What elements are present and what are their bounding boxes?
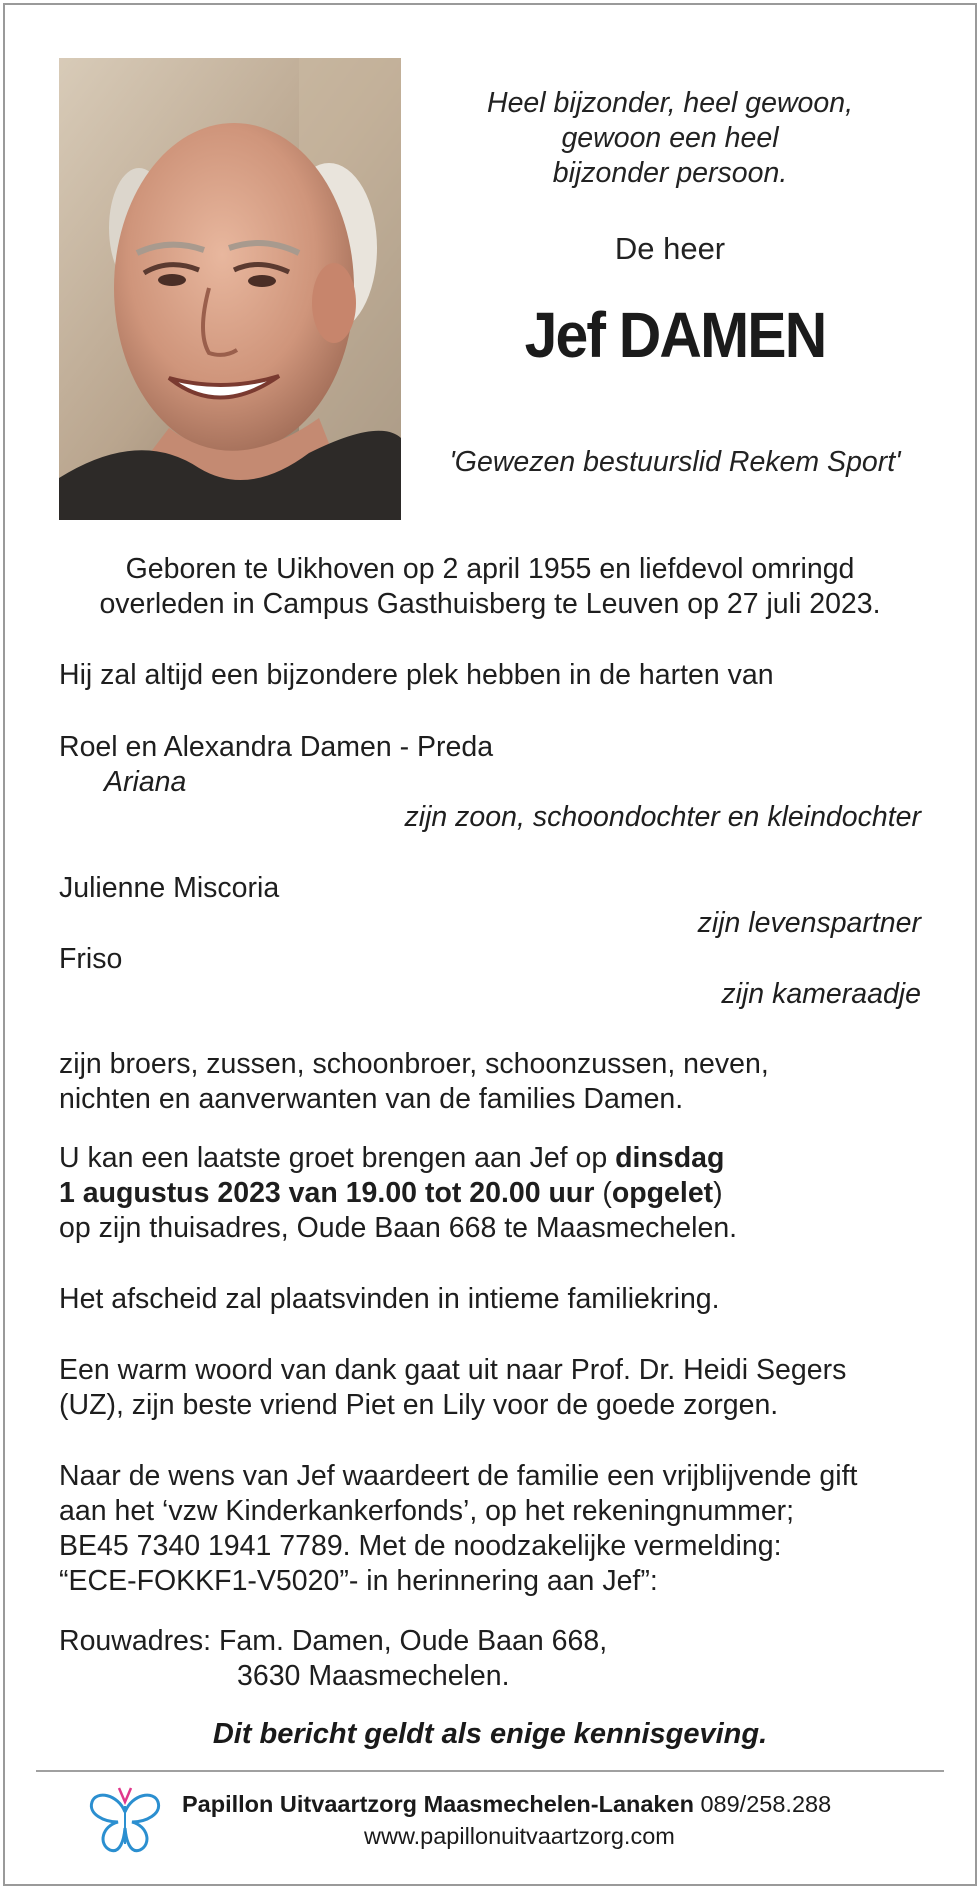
- motto-line: bijzonder persoon.: [552, 157, 788, 189]
- thanks-text: [59, 1353, 846, 1423]
- visit-datetime: 1 augustus 2023 van 19.00 tot 20.00 uur: [59, 1177, 595, 1209]
- visit-paren-open: (: [594, 1177, 612, 1209]
- footer-divider: [36, 1770, 944, 1772]
- motto-line: gewoon een heel: [561, 122, 779, 154]
- gift-line: BE45 7340 1941 7789. Met de noodzakelijke vermelding:: [59, 1530, 782, 1562]
- gift-line: “ECE-FOKKF1-V5020”- in herinnering aan Jef”:: [59, 1565, 658, 1597]
- portrait-photo: [59, 58, 401, 520]
- birth-death-info: [0, 552, 980, 622]
- visit-pre: U kan een laatste groet brengen aan Jef op: [59, 1142, 616, 1174]
- family-others-line: zijn broers, zussen, schoonbroer, schoonzussen, neven,: [59, 1048, 769, 1080]
- deceased-name: Jef DAMEN: [524, 299, 826, 371]
- funeral-home: [182, 1791, 831, 1818]
- gift-line: Naar de wens van Jef waardeert de familie een vrijblijvende gift: [59, 1460, 858, 1492]
- mourning-address-line2: 3630 Maasmechelen.: [237, 1660, 510, 1692]
- visit-info: [59, 1141, 737, 1246]
- final-notice: Dit bericht geldt als enige kennisgeving.: [212, 1718, 768, 1750]
- family-son: Roel en Alexandra Damen - Preda: [59, 731, 494, 763]
- funeral-home-website[interactable]: www.papillonuitvaartzorg.com: [364, 1823, 675, 1849]
- motto: [430, 86, 910, 191]
- family-others: [59, 1047, 769, 1117]
- motto-line: Heel bijzonder, heel gewoon,: [486, 87, 853, 119]
- butterfly-logo-icon: [88, 1784, 162, 1858]
- mourning-address-line1: Rouwadres: Fam. Damen, Oude Baan 668,: [59, 1625, 608, 1657]
- birth-line: Geboren te Uikhoven op 2 april 1955 en liefdevol omringd: [125, 553, 855, 585]
- family-partner: Julienne Miscoria: [59, 872, 280, 904]
- visit-note: opgelet: [611, 1177, 714, 1209]
- visit-line-1: [59, 1141, 737, 1176]
- family-grandchild: Ariana: [104, 766, 187, 798]
- portrait-image: [59, 58, 401, 520]
- farewell-text: Het afscheid zal plaatsvinden in intieme familiekring.: [59, 1283, 720, 1315]
- death-line: overleden in Campus Gasthuisberg te Leuven op 27 juli 2023.: [99, 588, 881, 620]
- visit-line-2: [59, 1176, 737, 1211]
- family-partner-relation: zijn levenspartner: [697, 907, 921, 939]
- visit-paren-close: ): [713, 1177, 723, 1209]
- funeral-home-name: Papillon Uitvaartzorg Maasmechelen-Lanaken: [182, 1791, 694, 1817]
- gift-line: aan het ‘vzw Kinderkankerfonds’, op het rekeningnummer;: [59, 1495, 795, 1527]
- honorific: De heer: [614, 231, 726, 266]
- visit-day: dinsdag: [615, 1142, 725, 1174]
- thanks-line: (UZ), zijn beste vriend Piet en Lily voor de goede zorgen.: [59, 1389, 779, 1421]
- visit-address: op zijn thuisadres, Oude Baan 668 te Maasmechelen.: [59, 1212, 738, 1244]
- thanks-line: Een warm woord van dank gaat uit naar Prof. Dr. Heidi Segers: [59, 1354, 847, 1386]
- gift-text: [59, 1459, 857, 1599]
- family-others-line: nichten en aanverwanten van de families Damen.: [59, 1083, 684, 1115]
- family-friend-relation: zijn kameraadje: [721, 978, 921, 1010]
- funeral-home-phone: 089/258.288: [693, 1791, 832, 1817]
- role-description: 'Gewezen bestuurslid Rekem Sport': [449, 446, 901, 478]
- family-son-relation: zijn zoon, schoondochter en kleindochter: [404, 801, 921, 833]
- intro-text: Hij zal altijd een bijzondere plek hebben in de harten van: [59, 659, 774, 691]
- family-friend: Friso: [59, 943, 123, 975]
